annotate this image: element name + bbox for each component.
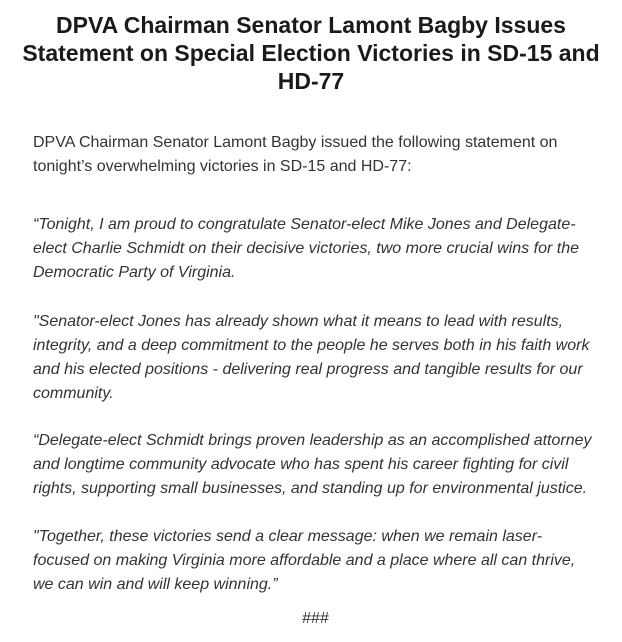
intro-paragraph: DPVA Chairman Senator Lamont Bagby issued the following statement on tonight’s overwhelming victories in SD-15 and HD-77: — [33, 134, 558, 175]
page-title: DPVA Chairman Senator Lamont Bagby Issues Statement on Special Election Victories in SD-15 and HD-77 — [22, 12, 600, 94]
end-mark: ### — [302, 610, 329, 627]
quote-paragraph-4: "Together, these victories send a clear message: when we remain laser-focused on making Virginia more affordable and a place where all can thrive, we can win and will keep winning.” — [33, 528, 576, 593]
quote-paragraph-1: “Tonight, I am proud to congratulate Senator-elect Mike Jones and Delegate-elect Charlie Schmidt on their decisive victories, two more crucial wins for the Democratic Party of Virginia. — [33, 216, 579, 281]
quote-paragraph-3: “Delegate-elect Schmidt brings proven leadership as an accomplished attorney and longtime community advocate who has spent his career fighting for civil rights, supporting small businesses, and standing up for environmental justice. — [33, 432, 592, 497]
quote-paragraph-2: "Senator-elect Jones has already shown what it means to lead with results, integrity, and a deep commitment to the people he serves both in his faith work and his elected positions - delivering real progress and tangible results for our community. — [33, 313, 590, 402]
